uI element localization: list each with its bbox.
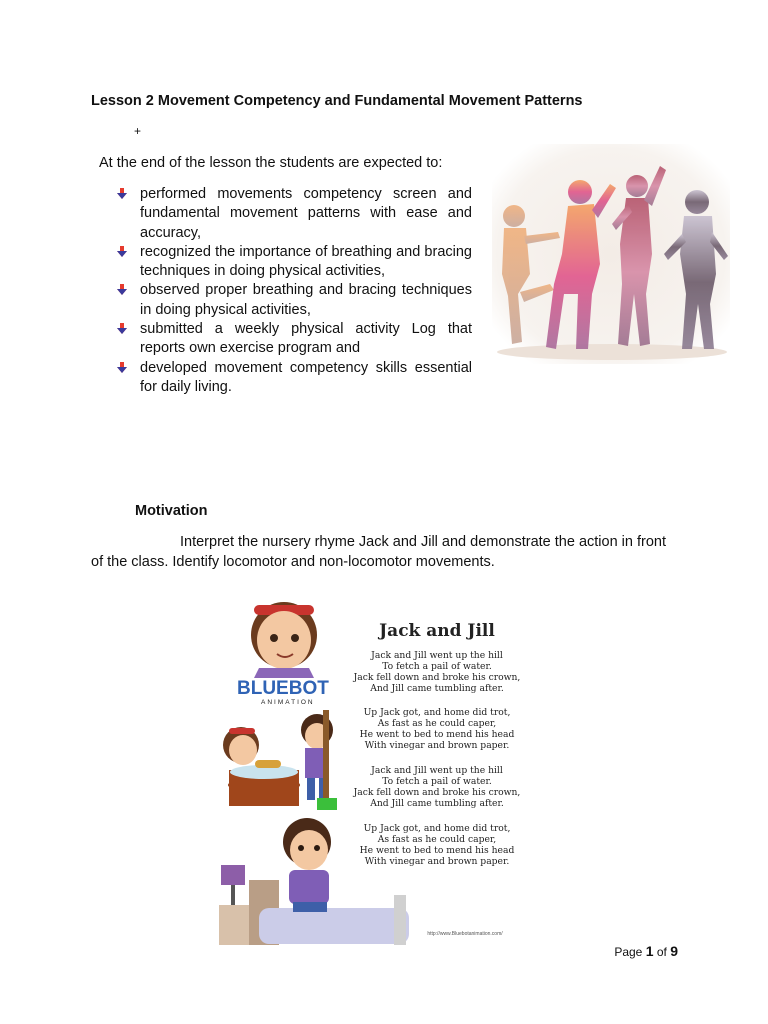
page-total: 9	[670, 943, 678, 959]
rhyme-line: With vinegar and brown paper.	[364, 740, 510, 751]
arrow-bullet-icon	[116, 323, 128, 335]
plus-sign: +	[134, 124, 142, 138]
rhyme-line: To fetch a pail of water.	[382, 776, 492, 787]
list-item	[116, 243, 472, 282]
rhyme-line: And Jill came tumbling after.	[370, 798, 504, 809]
objective-text: performed movements competency screen and fundamental movement patterns with ease and accuracy,	[140, 186, 472, 241]
objective-text: submitted a weekly physical activity Log that reports own exercise program and	[140, 321, 472, 357]
objective-text: observed proper breathing and bracing techniques in doing physical activities,	[140, 282, 472, 318]
dancers-image	[492, 144, 730, 364]
list-item	[116, 281, 472, 320]
objectives-intro: At the end of the lesson the students are expected to:	[99, 155, 443, 171]
list-item	[116, 320, 472, 359]
rhyme-line: As fast as he could caper,	[377, 718, 497, 729]
objective-text: recognized the importance of breathing and bracing techniques in doing physical activities,	[140, 243, 472, 280]
rhyme-line: To fetch a pail of water.	[382, 661, 492, 672]
rhyme-title: Jack and Jill	[379, 621, 495, 641]
rhyme-line: Up Jack got, and home did trot,	[363, 823, 511, 834]
lesson-title: Lesson 2 Movement Competency and Fundamental Movement Patterns	[91, 93, 583, 109]
objective-text: developed movement competency skills essential for daily living.	[140, 359, 472, 395]
bluebot-logo-subtext: ANIMATION	[261, 699, 315, 706]
rhyme-line: Jack and Jill went up the hill	[371, 765, 503, 776]
arrow-bullet-icon	[116, 246, 128, 258]
rhyme-line: With vinegar and brown paper.	[364, 856, 510, 867]
arrow-bullet-icon	[116, 362, 128, 374]
rhyme-line: As fast as he could caper,	[377, 834, 497, 845]
rhyme-line: Jack fell down and broke his crown,	[353, 672, 521, 683]
arrow-bullet-icon	[116, 188, 128, 200]
motivation-text: Interpret the nursery rhyme Jack and Jill and demonstrate the action in front of the class. Identify locomotor and non-locomotor movements.	[91, 534, 666, 570]
jack-and-jill-image	[219, 590, 527, 946]
rhyme-line: And Jill came tumbling after.	[370, 683, 504, 694]
objectives-list	[116, 185, 472, 397]
list-item	[116, 359, 472, 398]
motivation-heading: Motivation	[135, 503, 208, 519]
page-number	[614, 943, 678, 959]
rhyme-line: He went to bed to mend his head	[359, 845, 515, 856]
bluebot-url: http://www.Bluebotanimation.com/	[427, 931, 503, 937]
rhyme-line: Jack and Jill went up the hill	[371, 650, 503, 661]
page-label: Page	[614, 945, 643, 959]
rhyme-line: Jack fell down and broke his crown,	[353, 787, 521, 798]
arrow-bullet-icon	[116, 284, 128, 296]
rhyme-line: He went to bed to mend his head	[359, 729, 515, 740]
list-item	[116, 185, 472, 243]
of-label: of	[656, 945, 667, 959]
rhyme-line: Up Jack got, and home did trot,	[363, 707, 511, 718]
page-current: 1	[645, 943, 654, 959]
bluebot-logo: BLUEBOT	[237, 678, 329, 699]
